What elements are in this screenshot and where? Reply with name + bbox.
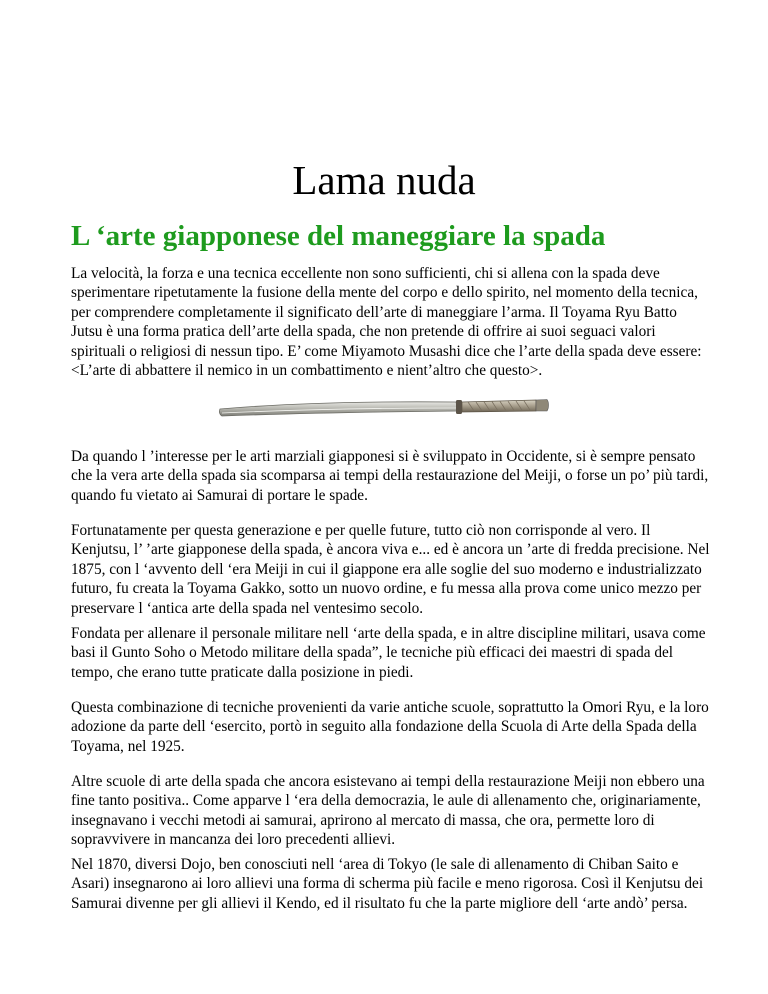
paragraph-intro: La velocità, la forza e una tecnica eccellente non sono sufficienti, chi si allena con la spada deve sperimentare ripetutamente la fusione della mente del corpo e dello spirito, nel momento della tecnica, per comprendere completamente il significato dell’arte di maneggiare l’arma. Il Toyama Ryu Batto Jutsu è una forma pratica dell’arte della spada, che non pretende di offrire ai suoi seguaci valori spirituali o religiosi di nessun tipo. E’ come Miyamoto Musashi dice che l’arte della spada deve essere: <L’arte di abbattere il nemico in un combattimento e nient’altro che questo>. — [71, 265, 702, 380]
paragraph-5: Questa combinazione di tecniche provenienti da varie antiche scuole, soprattutto la Omori Ryu, e la loro adozione da parte dell ‘esercito, portò in seguito alla fondazione della Scuola di Arte della Spada della Toyama, nel 1925. — [71, 699, 709, 755]
paragraph-4: Fondata per allenare il personale militare nell ‘arte della spada, e in altre discipline militari, usava come basi il Gunto Soho o Metodo militare della spada”, le tecniche più efficaci dei maestri di spada del tempo, che erano tutte praticate dalla posizione in piedi. — [71, 625, 706, 681]
katana-sword-image — [218, 393, 551, 421]
paragraph-6: Altre scuole di arte della spada che ancora esistevano ai tempi della restaurazione Meiji non ebbero una fine tanto positiva.. Come apparve l ‘era della democrazia, le aule di allenamento che, originariamente, insegnavano i vecchi metodi ai samurai, aprirono al mercato di massa, che ora, permette loro di sopravvivere in mancanza dei loro precedenti allievi. — [71, 773, 705, 849]
page-subtitle: L ‘arte giapponese del maneggiare la spada — [71, 220, 606, 252]
paragraph-2: Da quando l ’interesse per le arti marziali giapponesi si è sviluppato in Occidente, si è sempre pensato che la vera arte della spada sia scomparsa ai tempi della restaurazione del Meiji, o forse un po’ più tardi, quando fu vietato ai Samurai di portare le spade. — [71, 448, 709, 504]
paragraph-3: Fortunatamente per questa generazione e per quelle future, tutto ciò non corrisponde al vero. Il Kenjutsu, l’ ’arte giapponese della spada, è ancora viva e... ed è ancora un ’arte di fredda precisione. Nel 1875, con l ‘avvento dell ‘era Meiji in cui il giappone era alle soglie del suo moderno e industrializzato futuro, fu creata la Toyama Gakko, sotto un nuovo ordine, e fu messa alla prova come unico mezzo per preservare l ‘antica arte della spada nel ventesimo secolo. — [71, 522, 710, 617]
page-title: Lama nuda — [292, 157, 476, 203]
paragraph-7: Nel 1870, diversi Dojo, ben conosciuti nell ‘area di Tokyo (le sale di allenamento di Chiban Saito e Asari) insegnarono ai loro allievi una forma di scherma più facile e meno rigorosa. Così il Kenjutsu dei Samurai divenne per gli allievi il Kendo, ed il risultato fu che la parte migliore dell ‘arte andò’ persa. — [71, 856, 704, 912]
